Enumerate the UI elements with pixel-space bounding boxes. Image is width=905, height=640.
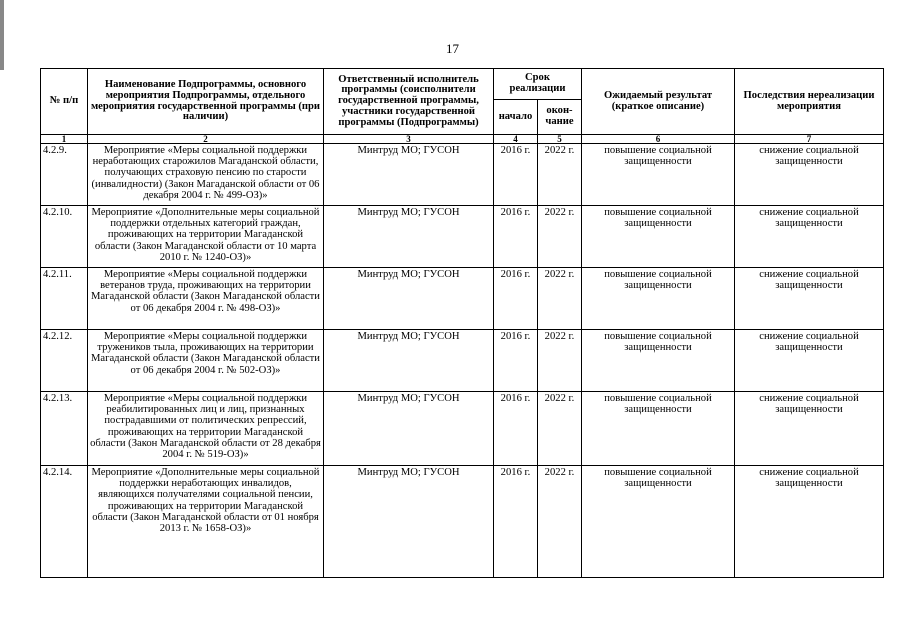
row-number: 4.2.12. [41, 330, 88, 392]
measure-name: Мероприятие «Меры социальной поддержки реабилитированных лиц и лиц, признанных пострадавшими от политических репрессий, проживающих на территории Магаданской области (Закон Магаданской области от 28 декабря 2004 г. № 519-ОЗ)» [88, 392, 324, 466]
start-year: 2016 г. [494, 206, 538, 268]
table-row [41, 330, 884, 392]
header-end: окон-чание [538, 100, 582, 135]
end-year: 2022 г. [538, 466, 582, 578]
row-number: 4.2.11. [41, 268, 88, 330]
start-year: 2016 г. [494, 330, 538, 392]
non-implementation-consequence: снижение социальной защищенности [735, 268, 884, 330]
header-term: Срок реализации [494, 69, 582, 100]
column-number: 2 [88, 135, 324, 144]
end-year: 2022 г. [538, 144, 582, 206]
responsible-executor: Минтруд МО; ГУСОН [324, 330, 494, 392]
header-name: Наименование Подпрограммы, основного мероприятия Подпрограммы, отдельного мероприятия государственной программы (при наличии) [88, 69, 324, 135]
non-implementation-consequence: снижение социальной защищенности [735, 392, 884, 466]
end-year: 2022 г. [538, 268, 582, 330]
column-number: 5 [538, 135, 582, 144]
end-year: 2022 г. [538, 206, 582, 268]
non-implementation-consequence: снижение социальной защищенности [735, 330, 884, 392]
measure-name: Мероприятие «Меры социальной поддержки ветеранов труда, проживающих на территории Магаданской области (Закон Магаданской области от 06 декабря 2004 г. № 498-ОЗ)» [88, 268, 324, 330]
measure-name: Мероприятие «Дополнительные меры социальной поддержки отдельных категорий граждан, проживающих на территории Магаданской области (Закон Магаданской области от 10 марта 2010 г. № 1240-ОЗ)» [88, 206, 324, 268]
measure-name: Мероприятие «Меры социальной поддержки неработающих старожилов Магаданской области, получающих страховую пенсию по старости (инвалидности) (Закон Магаданской области от 06 декабря 2004 г. № 499-ОЗ)» [88, 144, 324, 206]
column-number-row [41, 135, 884, 144]
expected-result: повышение социальной защищенности [582, 206, 735, 268]
table-row [41, 466, 884, 578]
expected-result: повышение социальной защищенности [582, 392, 735, 466]
expected-result: повышение социальной защищенности [582, 466, 735, 578]
measure-name: Мероприятие «Дополнительные меры социальной поддержки неработающих инвалидов, являющихся получателями социальной пенсии, проживающих на территории Магаданской области (Закон Магаданской области от 01 ноября 2013 г. № 1658-ОЗ)» [88, 466, 324, 578]
table-row [41, 206, 884, 268]
responsible-executor: Минтруд МО; ГУСОН [324, 144, 494, 206]
column-number: 3 [324, 135, 494, 144]
page-number: 17 [446, 41, 459, 56]
column-number: 4 [494, 135, 538, 144]
column-number: 7 [735, 135, 884, 144]
responsible-executor: Минтруд МО; ГУСОН [324, 466, 494, 578]
header-num: № п/п [41, 69, 88, 135]
end-year: 2022 г. [538, 330, 582, 392]
non-implementation-consequence: снижение социальной защищенности [735, 144, 884, 206]
end-year: 2022 г. [538, 392, 582, 466]
header-start: начало [494, 100, 538, 135]
scan-edge-mark [0, 0, 4, 70]
row-number: 4.2.13. [41, 392, 88, 466]
header-executor: Ответственный исполнитель программы (соисполнители государственной программы, участники государственной программы (Подпрограммы) [324, 69, 494, 135]
program-measures-table [40, 68, 884, 578]
column-number: 6 [582, 135, 735, 144]
non-implementation-consequence: снижение социальной защищенности [735, 206, 884, 268]
start-year: 2016 г. [494, 144, 538, 206]
start-year: 2016 г. [494, 466, 538, 578]
header-consequence: Последствия нереализации мероприятия [735, 69, 884, 135]
header-result: Ожидаемый результат (краткое описание) [582, 69, 735, 135]
start-year: 2016 г. [494, 392, 538, 466]
responsible-executor: Минтруд МО; ГУСОН [324, 268, 494, 330]
non-implementation-consequence: снижение социальной защищенности [735, 466, 884, 578]
row-number: 4.2.14. [41, 466, 88, 578]
measure-name: Мероприятие «Меры социальной поддержки тружеников тыла, проживающих на территории Магаданской области (Закон Магаданской области от 06 декабря 2004 г. № 502-ОЗ)» [88, 330, 324, 392]
expected-result: повышение социальной защищенности [582, 268, 735, 330]
responsible-executor: Минтруд МО; ГУСОН [324, 206, 494, 268]
expected-result: повышение социальной защищенности [582, 330, 735, 392]
row-number: 4.2.9. [41, 144, 88, 206]
table-row [41, 392, 884, 466]
expected-result: повышение социальной защищенности [582, 144, 735, 206]
start-year: 2016 г. [494, 268, 538, 330]
responsible-executor: Минтруд МО; ГУСОН [324, 392, 494, 466]
table-row [41, 144, 884, 206]
column-number: 1 [41, 135, 88, 144]
row-number: 4.2.10. [41, 206, 88, 268]
table-row [41, 268, 884, 330]
